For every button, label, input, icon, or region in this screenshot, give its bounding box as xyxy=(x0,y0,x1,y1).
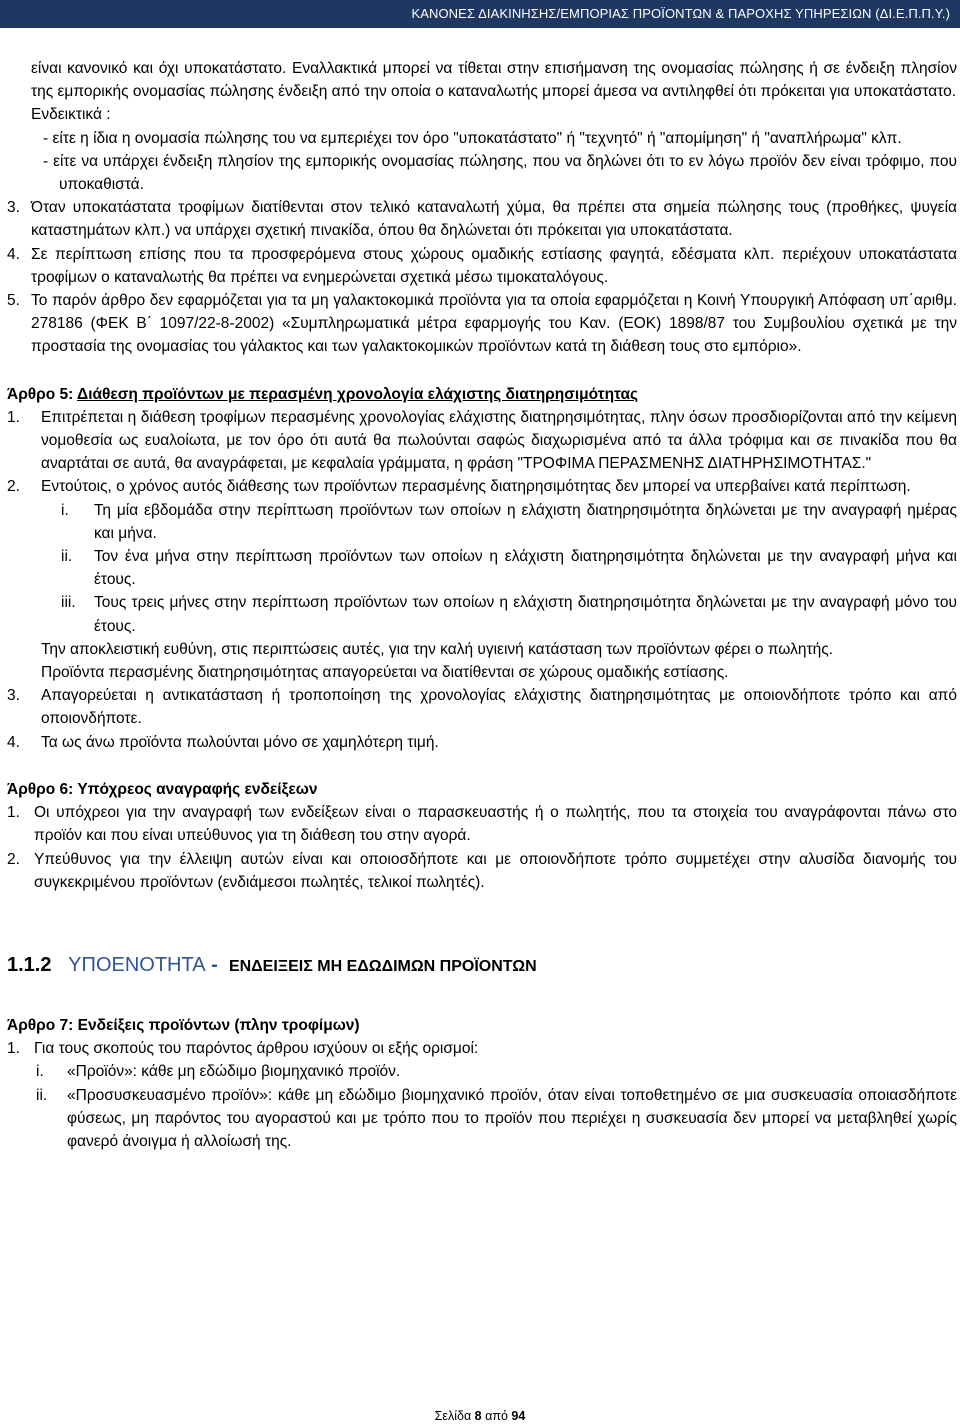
list-number: 4. xyxy=(7,245,20,263)
example-item: - είτε η ίδια η ονομασία πώλησης του να εμπεριέχει τον όρο "υποκατάστατο" ή "τεχνητό" ή "απομίμηση" ή "αναπλήρωμα" κλπ. xyxy=(43,129,902,147)
list-number: 1. xyxy=(7,1040,20,1058)
sub-list-item xyxy=(7,499,957,545)
list-text: Τα ως άνω προϊόντα πωλούνται μόνο σε χαμηλότερη τιμή. xyxy=(41,733,439,751)
list-number: 4. xyxy=(7,733,20,751)
roman-number: ii. xyxy=(36,1086,48,1104)
list-text: Οι υπόχρεοι για την αναγραφή των ενδείξεων είναι ο παρασκευαστής ή ο πωλητής, που τα στοιχεία του αναγράφονται πάνω στο προϊόν και που είναι υπεύθυνος για τη διάθεση του στην αγορά. xyxy=(34,804,957,845)
list-text: Υπεύθυνος για την έλλειψη αυτών είναι και οποιοσδήποτε και με οποιονδήποτε τρόπο συμμετέχει στην αλυσίδα διανομής του συγκεκριμένου προϊόντων (ενδιάμεσοι πωλητές, τελικοί πωλητές). xyxy=(34,850,957,891)
list-text: Όταν υποκατάστατα τροφίμων διατίθενται στον τελικό καταναλωτή χύμα, θα πρέπει στα σημεία πώλησης τους (προθήκες, ψυγεία καταστημάτων κλπ.) να υπάρχει σχετική πινακίδα, όπου θα δηλώνεται ότι πρόκειται για υποκατάστατα. xyxy=(31,199,957,240)
list-number: 1. xyxy=(7,408,20,426)
intro-paragraph: είναι κανονικό και όχι υποκατάστατο. Εναλλακτικά μπορεί να τίθεται στην επισήμανση της ονομασίας πώλησης ή σε ένδειξη πλησίον της εμπορικής ονομασίας πώλησης ένδειξη από την οποία ο καταναλωτής μπορεί άμεσα να αντιληφθεί ότι πρόκειται για υποκατάστατο. xyxy=(31,60,957,101)
sub-list-text: «Προσυσκευασμένο προϊόν»: κάθε μη εδώδιμο βιομηχανικό προϊόν, όταν είναι τοποθετημένο σε μια συσκευασία οποιασδήποτε φύσεως, μη παρόντος του αγοραστού και με τρόπο που το προϊόν που περιέχει η συσκευασία δεν μπορεί να μεταβληθεί χωρίς φανερό άνοιγμα ή αλλοίωσή της. xyxy=(67,1086,957,1150)
list-text: Επιτρέπεται η διάθεση τροφίμων περασμένης χρονολογίας ελάχιστης διατηρησιμότητας, πλην όσων προσδιορίζονται από την κείμενη νομοθεσία ως ευαλοίωτα, με τον όρο ότι αυτά θα πωλούνται σαφώς διαχωρισμένα από τα άλλα τρόφιμα και σε πινακίδα που θα αναρτάται σε αυτά, θα αναγράφεται, με κεφαλαία γράμματα, η φράση "ΤΡΟΦΙΜΑ ΠΕΡΑΣΜΕΝΗΣ ΔΙΑΤΗΡΗΣΙΜΟΤΗΤΑΣ." xyxy=(41,408,957,473)
examples-label: Ενδεικτικά : xyxy=(31,106,111,124)
page-number: 8 xyxy=(474,1409,482,1423)
sub-list-text: Τους τρεις μήνες στην περίπτωση προϊόντων των οποίων η ελάχιστη διατηρησιμότητα δηλώνεται με την αναγραφή μόνο του έτους. xyxy=(94,594,957,635)
list-item xyxy=(7,243,957,289)
sub-list-text: «Προϊόν»: κάθε μη εδώδιμο βιομηχανικό προϊόν. xyxy=(67,1063,401,1081)
page-footer xyxy=(0,1408,960,1424)
list-item xyxy=(7,1037,957,1060)
subsection-separator: - xyxy=(211,953,218,976)
responsibility-note: Την αποκλειστική ευθύνη, στις περιπτώσεις αυτές, για την καλή υγιεινή κατάσταση των προϊόντων φέρει ο πωλητής. xyxy=(41,640,833,658)
document-body xyxy=(7,57,957,1153)
roman-number: ii. xyxy=(61,548,73,566)
example-item: - είτε να υπάρχει ένδειξη πλησίον της εμπορικής ονομασίας πώλησης, που να δηλώνει ότι το εν λόγω προϊόν δεν είναι τρόφιμο, που υποκαθιστά. xyxy=(43,152,957,194)
sub-list-item xyxy=(7,1060,957,1083)
subsection-number: 1.1.2 xyxy=(7,953,52,976)
list-item xyxy=(7,801,957,847)
list-item xyxy=(7,289,957,359)
subsection-heading xyxy=(7,952,957,980)
list-number: 1. xyxy=(7,804,20,822)
subsection-title: ΕΝΔΕΙΞΕΙΣ ΜΗ ΕΔΩΔΙΜΩΝ ΠΡΟΪΟΝΤΩΝ xyxy=(228,957,537,975)
list-item xyxy=(7,406,957,476)
list-number: 2. xyxy=(7,478,20,496)
subsection-label: ΥΠΟΕΝΟΤΗΤΑ xyxy=(68,953,206,976)
list-item xyxy=(7,731,957,754)
sub-list-item xyxy=(7,1084,957,1154)
list-number: 3. xyxy=(7,687,20,705)
list-item xyxy=(7,475,957,498)
restriction-note: Προϊόντα περασμένης διατηρησιμότητας απαγορεύεται να διατίθενται σε χώρους ομαδικής εστίασης. xyxy=(41,664,729,682)
running-header xyxy=(0,0,960,28)
list-text: Απαγορεύεται η αντικατάσταση ή τροποποίηση της χρονολογίας ελάχιστης διατηρησιμότητας με οποιονδήποτε τρόπο και από οποιονδήποτε. xyxy=(41,687,957,728)
header-title: ΚΑΝΟΝΕΣ ΔΙΑΚΙΝΗΣΗΣ/ΕΜΠΟΡΙΑΣ ΠΡΟΪΟΝΤΩΝ & ΠΑΡΟΧΗΣ ΥΠΗΡΕΣΙΩΝ (ΔΙ.Ε.Π.Π.Υ.) xyxy=(411,6,950,21)
list-number: 3. xyxy=(7,199,20,217)
footer-middle: από xyxy=(485,1409,508,1423)
list-item xyxy=(7,684,957,730)
roman-number: iii. xyxy=(61,594,76,612)
list-item xyxy=(7,848,957,894)
sub-list-item xyxy=(7,545,957,591)
list-text: Για τους σκοπούς του παρόντος άρθρου ισχύουν οι εξής ορισμοί: xyxy=(34,1040,479,1058)
page-total: 94 xyxy=(511,1409,526,1423)
list-text: Σε περίπτωση επίσης που τα προσφερόμενα στους χώρους ομαδικής εστίασης φαγητά, εδέσματα κλπ. περιέχουν υποκατάστατα τροφίμων ο καταναλωτής θα πρέπει να ενημερώνεται σχετικά μέσω τιμοκαταλόγους. xyxy=(31,245,957,286)
list-text: Εντούτοις, ο χρόνος αυτός διάθεσης των προϊόντων περασμένης διατηρησιμότητας δεν μπορεί να υπερβαίνει κατά περίπτωση. xyxy=(41,478,911,496)
list-item xyxy=(7,196,957,242)
sub-list-text: Τη μία εβδομάδα στην περίπτωση προϊόντων των οποίων η ελάχιστη διατηρησιμότητα δηλώνεται με την αναγραφή ημέρας και μήνα. xyxy=(94,501,957,542)
article-5-title: Διάθεση προϊόντων με περασμένη χρονολογία ελάχιστης διατηρησιμότητας xyxy=(77,385,639,403)
footer-prefix: Σελίδα xyxy=(434,1409,472,1423)
list-text: Το παρόν άρθρο δεν εφαρμόζεται για τα μη γαλακτοκομικά προϊόντα για τα οποία εφαρμόζεται η Κοινή Υπουργική Απόφαση υπ΄αριθμ. 278186 (ΦΕΚ Β΄ 1097/22-8-2002) «Συμπληρωματικά μέτρα εφαρμογής του Καν. (ΕΟΚ) 1898/87 του Συμβουλίου σχετικά με την προστασία της ονομασίας του γάλακτος και των γαλακτοκομικών προϊόντων κατά τη διάθεση τους στο εμπόριο». xyxy=(31,292,957,356)
article-6-heading: Άρθρο 6: Υπόχρεος αναγραφής ενδείξεων xyxy=(7,780,318,798)
sub-list-text: Τον ένα μήνα στην περίπτωση προϊόντων των οποίων η ελάχιστη διατηρησιμότητα δηλώνεται με την αναγραφή μήνα και έτους. xyxy=(94,548,957,589)
article-7-heading: Άρθρο 7: Ενδείξεις προϊόντων (πλην τροφίμων) xyxy=(7,1016,360,1034)
list-number: 5. xyxy=(7,292,20,310)
roman-number: i. xyxy=(36,1063,44,1081)
list-number: 2. xyxy=(7,850,20,868)
roman-number: i. xyxy=(61,501,69,519)
article-5-prefix: Άρθρο 5: xyxy=(7,385,78,403)
sub-list-item xyxy=(7,591,957,637)
article-5-heading xyxy=(7,383,957,406)
